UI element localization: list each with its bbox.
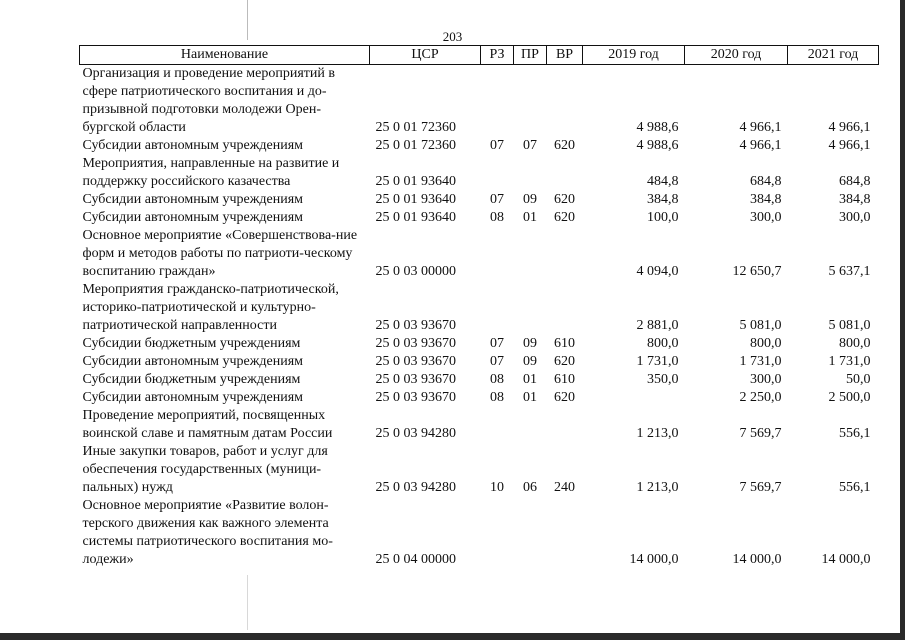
row-rz — [481, 281, 514, 335]
row-csr: 25 0 03 93670 — [375, 336, 456, 351]
row-value-2020: 300,0 — [750, 210, 782, 225]
header-2021: 2021 год — [788, 46, 879, 65]
row-value-2021: 384,8 — [839, 192, 871, 207]
row-csr: 25 0 03 00000 — [375, 264, 456, 279]
row-name: Субсидии автономным учреждениям — [82, 354, 304, 369]
row-rz: 08 — [490, 390, 504, 405]
table-row — [80, 371, 879, 389]
row-csr: 25 0 01 72360 — [375, 138, 456, 153]
row-value-2020: 300,0 — [750, 372, 782, 387]
header-2019: 2019 год — [583, 46, 685, 65]
table-row — [80, 155, 879, 191]
row-name: Субсидии бюджетным учреждениям — [82, 372, 301, 387]
row-value-2021: 4 966,1 — [828, 138, 871, 153]
row-value-2019: 350,0 — [647, 372, 679, 387]
row-csr: 25 0 03 93670 — [375, 372, 456, 387]
row-value-2021: 1 731,0 — [828, 354, 871, 369]
table-row — [80, 281, 879, 335]
table-row — [80, 443, 879, 497]
row-value-2020: 14 000,0 — [732, 552, 782, 567]
row-value-2021: 2 500,0 — [828, 390, 871, 405]
table-row — [80, 209, 879, 227]
row-rz — [481, 407, 514, 443]
row-value-2020: 384,8 — [750, 192, 782, 207]
row-pr: 01 — [523, 210, 537, 225]
row-value-2020: 7 569,7 — [739, 480, 782, 495]
row-value-2020: 4 966,1 — [739, 138, 782, 153]
row-name: Субсидии автономным учреждениям — [82, 390, 304, 405]
row-value-2019: 384,8 — [647, 192, 679, 207]
row-vr: 620 — [554, 138, 575, 153]
row-vr: 620 — [554, 192, 575, 207]
row-value-2021: 684,8 — [839, 174, 871, 189]
table-row — [80, 191, 879, 209]
row-csr: 25 0 03 93670 — [375, 354, 456, 369]
row-pr — [514, 155, 547, 191]
row-name: Мероприятия гражданско-патриотической, историко-патриотической и культурно-патриотической направленности — [82, 282, 339, 333]
table-row — [80, 65, 879, 138]
header-csr: ЦСР — [370, 46, 481, 65]
header-name: Наименование — [80, 46, 370, 65]
row-name: Субсидии автономным учреждениям — [82, 210, 304, 225]
scan-fold-mark-lower — [247, 575, 248, 630]
row-pr — [514, 65, 547, 138]
row-value-2021: 300,0 — [839, 210, 871, 225]
row-rz: 07 — [490, 336, 504, 351]
row-rz — [481, 65, 514, 138]
row-pr — [514, 497, 547, 569]
row-value-2021: 4 966,1 — [828, 120, 871, 135]
row-name: Субсидии автономным учреждениям — [82, 192, 304, 207]
row-rz: 08 — [490, 210, 504, 225]
row-name: Мероприятия, направленные на развитие и поддержку российского казачества — [82, 156, 340, 189]
row-value-2021: 5 081,0 — [828, 318, 871, 333]
row-value-2021: 50,0 — [846, 372, 871, 387]
row-value-2020: 800,0 — [750, 336, 782, 351]
row-value-2020: 12 650,7 — [732, 264, 782, 279]
row-pr: 01 — [523, 390, 537, 405]
row-value-2020: 5 081,0 — [739, 318, 782, 333]
row-value-2021: 556,1 — [839, 480, 871, 495]
row-value-2019: 4 094,0 — [636, 264, 679, 279]
row-value-2020: 7 569,7 — [739, 426, 782, 441]
budget-table — [79, 45, 879, 569]
row-value-2019: 14 000,0 — [629, 552, 679, 567]
row-value-2020: 684,8 — [750, 174, 782, 189]
table-header-row — [80, 46, 879, 65]
row-value-2019 — [583, 389, 685, 407]
row-pr: 09 — [523, 192, 537, 207]
table-row — [80, 353, 879, 371]
row-vr: 620 — [554, 354, 575, 369]
row-value-2021: 800,0 — [839, 336, 871, 351]
row-pr: 07 — [523, 138, 537, 153]
row-name: Субсидии автономным учреждениям — [82, 138, 304, 153]
row-pr: 09 — [523, 336, 537, 351]
row-value-2019: 4 988,6 — [636, 138, 679, 153]
row-rz: 10 — [490, 480, 504, 495]
page-number: 203 — [442, 29, 463, 44]
row-csr: 25 0 03 93670 — [375, 390, 456, 405]
row-csr: 25 0 01 93640 — [375, 192, 456, 207]
scan-edge-right — [900, 0, 905, 640]
row-csr: 25 0 03 94280 — [375, 426, 456, 441]
table-row — [80, 407, 879, 443]
row-rz — [481, 155, 514, 191]
row-rz — [481, 497, 514, 569]
row-value-2019: 1 213,0 — [636, 480, 679, 495]
row-rz: 08 — [490, 372, 504, 387]
table-row — [80, 227, 879, 281]
row-name: Организация и проведение мероприятий в сфере патриотического воспитания и до-призывной подготовки молодежи Орен-бургской области — [82, 66, 336, 135]
header-2020: 2020 год — [685, 46, 788, 65]
row-vr — [547, 281, 583, 335]
row-value-2020: 4 966,1 — [739, 120, 782, 135]
row-vr: 610 — [554, 372, 575, 387]
table-body — [80, 65, 879, 570]
row-pr: 06 — [523, 480, 537, 495]
row-value-2019: 1 213,0 — [636, 426, 679, 441]
row-value-2020: 2 250,0 — [739, 390, 782, 405]
row-vr: 240 — [554, 480, 575, 495]
row-value-2021: 5 637,1 — [828, 264, 871, 279]
row-vr: 620 — [554, 210, 575, 225]
header-vr: ВР — [547, 46, 583, 65]
row-value-2019: 4 988,6 — [636, 120, 679, 135]
header-rz: РЗ — [481, 46, 514, 65]
row-value-2019: 484,8 — [647, 174, 679, 189]
row-csr: 25 0 01 72360 — [375, 120, 456, 135]
row-vr: 620 — [554, 390, 575, 405]
row-pr — [514, 227, 547, 281]
row-pr: 09 — [523, 354, 537, 369]
row-vr — [547, 227, 583, 281]
row-value-2021: 556,1 — [839, 426, 871, 441]
header-pr: ПР — [514, 46, 547, 65]
row-rz: 07 — [490, 192, 504, 207]
row-vr — [547, 65, 583, 138]
row-value-2019: 2 881,0 — [636, 318, 679, 333]
row-csr: 25 0 01 93640 — [375, 174, 456, 189]
row-rz — [481, 227, 514, 281]
row-name: Субсидии бюджетным учреждениям — [82, 336, 301, 351]
table-row — [80, 497, 879, 569]
row-vr — [547, 497, 583, 569]
table-row — [80, 335, 879, 353]
row-pr — [514, 281, 547, 335]
row-value-2019: 100,0 — [647, 210, 679, 225]
row-vr: 610 — [554, 336, 575, 351]
row-rz: 07 — [490, 138, 504, 153]
row-vr — [547, 407, 583, 443]
row-name: Основное мероприятие «Совершенствова-ние форм и методов работы по патриоти-ческому воспитанию граждан» — [82, 228, 358, 279]
row-csr: 25 0 01 93640 — [375, 210, 456, 225]
row-rz: 07 — [490, 354, 504, 369]
row-name: Проведение мероприятий, посвященных воинской славе и памятным датам России — [82, 408, 333, 441]
row-name: Основное мероприятие «Развитие волон-терского движения как важного элемента системы патриотического воспитания мо-лодежи» — [82, 498, 333, 567]
row-value-2019: 800,0 — [647, 336, 679, 351]
row-csr: 25 0 04 00000 — [375, 552, 456, 567]
row-csr: 25 0 03 93670 — [375, 318, 456, 333]
row-vr — [547, 155, 583, 191]
row-value-2019: 1 731,0 — [636, 354, 679, 369]
row-pr: 01 — [523, 372, 537, 387]
row-pr — [514, 407, 547, 443]
row-name: Иные закупки товаров, работ и услуг для обеспечения государственных (муници-пальных) нужд — [82, 444, 328, 495]
row-value-2020: 1 731,0 — [739, 354, 782, 369]
table-row — [80, 137, 879, 155]
row-value-2021: 14 000,0 — [821, 552, 871, 567]
table-row — [80, 389, 879, 407]
row-csr: 25 0 03 94280 — [375, 480, 456, 495]
scan-edge-bottom — [0, 633, 905, 640]
